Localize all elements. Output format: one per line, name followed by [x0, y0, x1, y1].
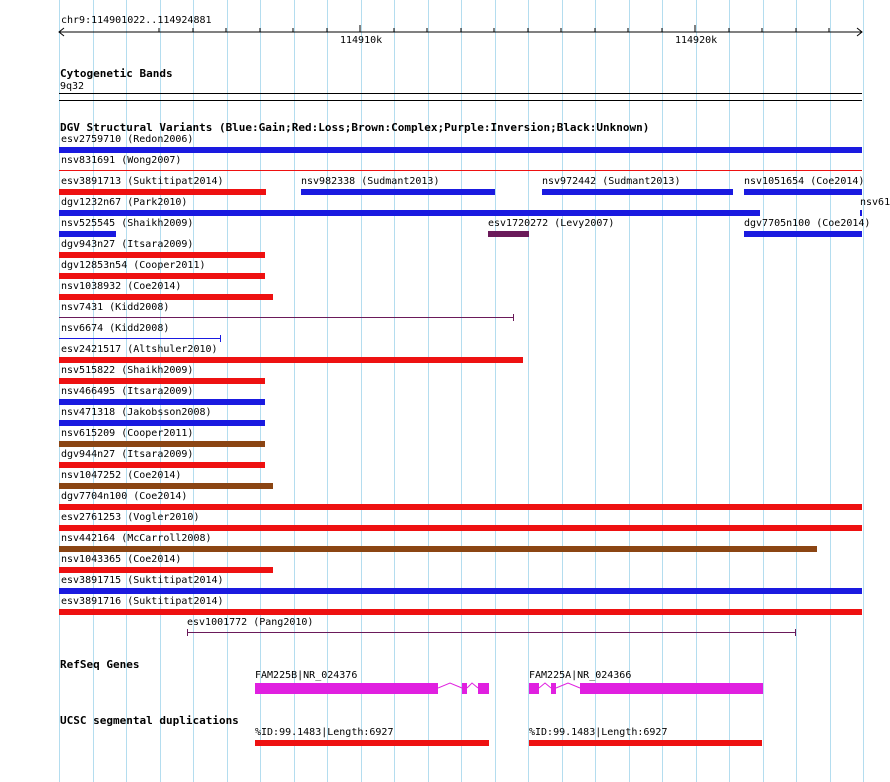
sv-bar[interactable] [59, 294, 273, 300]
gridline [729, 0, 730, 782]
gridline [428, 0, 429, 782]
sv-label: esv1720272 (Levy2007) [488, 218, 615, 229]
gridline [629, 0, 630, 782]
cyto-band-line[interactable] [59, 100, 862, 101]
sv-bar[interactable] [59, 567, 273, 573]
sv-bar[interactable] [542, 189, 733, 195]
sv-label: dgv944n27 (Itsara2009) [61, 449, 194, 460]
sv-label: dgv7704n100 (Coe2014) [61, 491, 188, 502]
sv-bar[interactable] [59, 210, 760, 216]
segdup-bar[interactable] [529, 740, 762, 746]
gene-exon[interactable] [462, 683, 467, 694]
sv-label: nsv982338 (Sudmant2013) [301, 176, 440, 187]
sv-bar[interactable] [59, 231, 116, 237]
sv-label: dgv1232n67 (Park2010) [61, 197, 188, 208]
sv-label: nsv972442 (Sudmant2013) [542, 176, 681, 187]
sv-label: nsv515822 (Shaikh2009) [61, 365, 194, 376]
sv-bar[interactable] [59, 420, 265, 426]
sv-label: nsv1043365 (Coe2014) [61, 554, 182, 565]
gridline [696, 0, 697, 782]
sv-label: esv2761253 (Vogler2010) [61, 512, 200, 523]
sv-label: esv2759710 (Redon2006) [61, 134, 194, 145]
sv-label: nsv6674 (Kidd2008) [61, 323, 170, 334]
sv-bar[interactable] [59, 170, 862, 171]
sv-bar[interactable] [59, 252, 265, 258]
gene-intron [539, 681, 581, 695]
gene-exon[interactable] [551, 683, 556, 694]
sv-label: nsv7431 (Kidd2008) [61, 302, 170, 313]
ruler-tick-label: 114920k [675, 35, 718, 46]
cytogenetic-track-title[interactable]: Cytogenetic Bands [60, 67, 173, 80]
gridline [528, 0, 529, 782]
gridline [361, 0, 362, 782]
gridline [830, 0, 831, 782]
sv-bar[interactable] [488, 231, 529, 237]
sv-bar[interactable] [59, 357, 523, 363]
gridline [863, 0, 864, 782]
gridline [327, 0, 328, 782]
sv-label: nsv466495 (Itsara2009) [61, 386, 194, 397]
sv-label: nsv442164 (McCarroll2008) [61, 533, 212, 544]
gridline [763, 0, 764, 782]
gridline [796, 0, 797, 782]
sv-bar[interactable] [59, 525, 862, 531]
sv-label: esv2421517 (Altshuler2010) [61, 344, 218, 355]
region-label: chr9:114901022..114924881 [61, 15, 212, 26]
ruler-axis [58, 24, 864, 42]
sv-label: nsv831691 (Wong2007) [61, 155, 182, 166]
sv-bar[interactable] [59, 504, 862, 510]
sv-bar-endcap [220, 335, 221, 342]
sv-label: dgv943n27 (Itsara2009) [61, 239, 194, 250]
sv-label: nsv615209 (Cooper2011) [61, 428, 194, 439]
sv-bar[interactable] [860, 210, 862, 216]
gene-exon[interactable] [478, 683, 489, 694]
gene-label: FAM225A|NR_024366 [529, 670, 632, 681]
cyto-band-label: 9q32 [60, 81, 85, 92]
gridline [562, 0, 563, 782]
sv-bar[interactable] [59, 189, 266, 195]
sv-bar[interactable] [59, 338, 221, 339]
sv-label: esv3891713 (Suktitipat2014) [61, 176, 224, 187]
refseq-track-title[interactable]: RefSeq Genes [60, 658, 140, 671]
sv-bar[interactable] [744, 231, 862, 237]
sv-label: esv3891715 (Suktitipat2014) [61, 575, 224, 586]
sv-label: nsv1051654 (Coe2014) [744, 176, 865, 187]
gene-label: FAM225B|NR_024376 [255, 670, 358, 681]
sv-label: dgv12853n54 (Cooper2011) [61, 260, 206, 271]
gridline [394, 0, 395, 782]
sv-bar-endcap [513, 314, 514, 321]
sv-label: esv3891716 (Suktitipat2014) [61, 596, 224, 607]
segdup-label: %ID:99.1483|Length:6927 [529, 727, 668, 738]
sv-bar[interactable] [744, 189, 862, 195]
sv-bar[interactable] [59, 147, 862, 153]
sv-bar[interactable] [59, 441, 265, 447]
sv-bar[interactable] [301, 189, 495, 195]
segdup-track-title[interactable]: UCSC segmental duplications [60, 714, 239, 727]
gene-exon[interactable] [580, 683, 763, 694]
sv-bar[interactable] [59, 317, 514, 318]
sv-label: nsv61 [860, 197, 890, 208]
ruler-tick-label: 114910k [340, 35, 383, 46]
gene-exon[interactable] [255, 683, 438, 694]
sv-bar[interactable] [59, 273, 265, 279]
gridline [294, 0, 295, 782]
gridline [595, 0, 596, 782]
gridline [260, 0, 261, 782]
sv-bar[interactable] [59, 546, 817, 552]
sv-label: dgv7705n100 (Coe2014) [744, 218, 871, 229]
sv-label: nsv1047252 (Coe2014) [61, 470, 182, 481]
sv-bar[interactable] [59, 399, 265, 405]
gridline [227, 0, 228, 782]
sv-label: nsv1038932 (Coe2014) [61, 281, 182, 292]
gridline [662, 0, 663, 782]
sv-label: nsv471318 (Jakobsson2008) [61, 407, 212, 418]
sv-bar-endcap [795, 629, 796, 636]
sv-bar[interactable] [59, 609, 862, 615]
gridline [495, 0, 496, 782]
sv-label: nsv525545 (Shaikh2009) [61, 218, 194, 229]
gridline [461, 0, 462, 782]
sv-bar[interactable] [59, 483, 273, 489]
sv-bar[interactable] [59, 462, 265, 468]
sv-bar[interactable] [59, 378, 265, 384]
sv-label: esv1001772 (Pang2010) [187, 617, 314, 628]
gene-exon[interactable] [529, 683, 539, 694]
segdup-bar[interactable] [255, 740, 489, 746]
dgv-track-title[interactable]: DGV Structural Variants (Blue:Gain;Red:Loss;Brown:Complex;Purple:Inversion;Black:Unknown) [60, 121, 650, 134]
sv-bar[interactable] [59, 588, 862, 594]
sv-bar[interactable] [187, 632, 796, 633]
cyto-band-line[interactable] [59, 93, 862, 94]
segdup-label: %ID:99.1483|Length:6927 [255, 727, 394, 738]
